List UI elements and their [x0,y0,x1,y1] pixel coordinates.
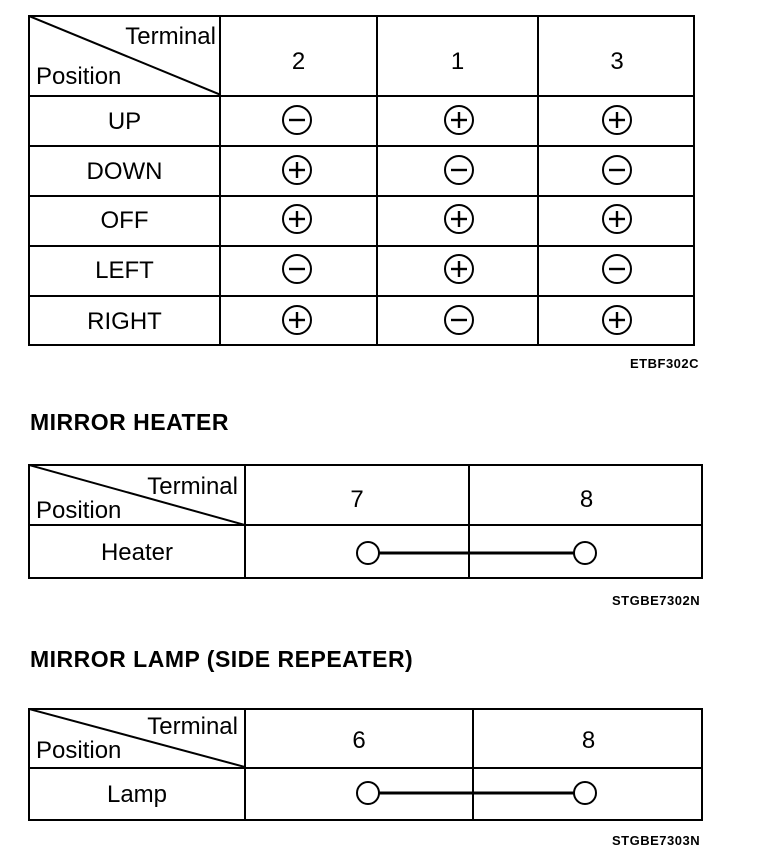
plus-circle-icon [601,304,633,336]
header-position-label: Position [36,737,122,764]
column-header: 6 [352,727,366,754]
row-label: OFF [100,207,149,234]
plus-circle-icon [281,304,313,336]
minus-circle-icon [443,154,475,186]
row-divider [28,245,695,247]
plus-circle-icon [443,253,475,285]
row-label: RIGHT [87,308,162,335]
row-divider [28,767,703,769]
row-divider [28,195,695,197]
minus-circle-icon [601,154,633,186]
minus-circle-icon [443,304,475,336]
column-header: 7 [350,486,364,513]
header-terminal-label: Terminal [147,713,238,740]
figure-code: ETBF302C [630,356,700,371]
col-divider [244,464,246,579]
row-divider [28,145,695,147]
header-terminal-label: Terminal [147,473,238,500]
column-header: 3 [610,48,624,75]
header-terminal-label: Terminal [125,23,216,50]
section-title-heater: MIRROR HEATER [30,409,230,435]
column-header: 1 [450,48,465,75]
header-position-label: Position [36,497,122,524]
figure-code: STGBE7302N [612,593,701,608]
continuity-connector [355,540,600,571]
minus-circle-icon [281,253,313,285]
plus-circle-icon [601,104,633,136]
figure-code: STGBE7303N [612,833,701,848]
row-divider [28,524,703,526]
column-header: 8 [581,727,596,754]
row-label: DOWN [86,158,163,185]
column-header: 2 [291,48,306,75]
column-header: 8 [579,486,594,513]
row-label: Lamp [106,781,168,808]
section-title-lamp: MIRROR LAMP (SIDE REPEATER) [30,646,414,672]
col-divider [244,708,246,821]
plus-circle-icon [281,203,313,235]
minus-circle-icon [281,104,313,136]
continuity-connector [355,780,600,811]
plus-circle-icon [281,154,313,186]
row-divider [28,295,695,297]
row-label: Heater [100,539,174,566]
plus-circle-icon [443,104,475,136]
row-label: LEFT [95,257,154,284]
minus-circle-icon [601,253,633,285]
header-position-label: Position [36,63,122,90]
plus-circle-icon [601,203,633,235]
row-label: UP [107,108,142,135]
plus-circle-icon [443,203,475,235]
row-divider [28,95,695,97]
